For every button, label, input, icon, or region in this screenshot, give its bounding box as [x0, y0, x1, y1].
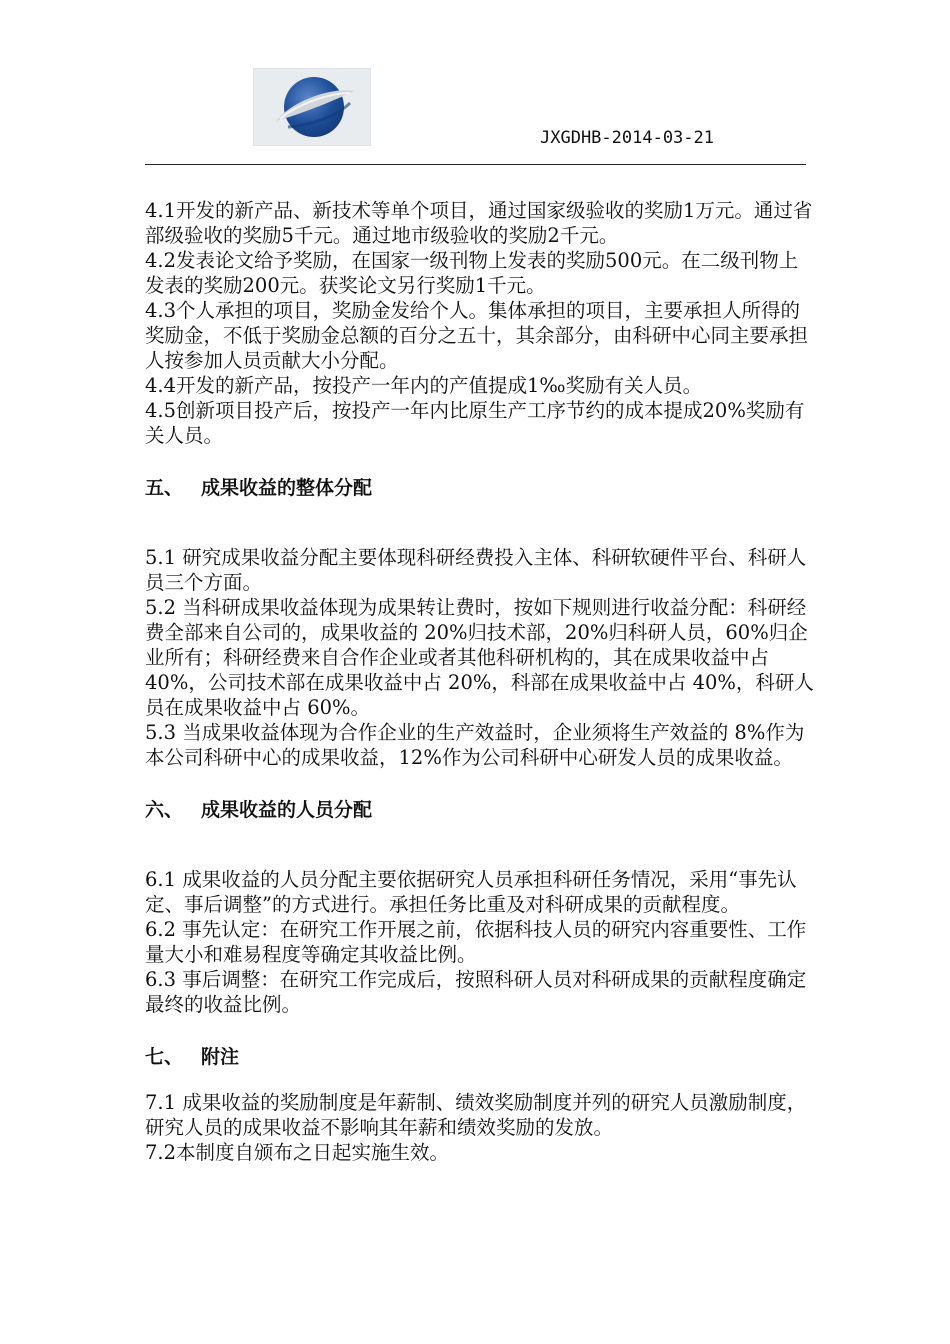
section-heading — [145, 476, 815, 501]
list-item: 4.4开发的新产品，按投产一年内的产值提成1‰奖励有关人员。 — [145, 374, 703, 397]
document-code: JXGDHB-2014-03-21 — [540, 128, 714, 148]
section-number: 六、 — [145, 799, 184, 821]
section-heading — [145, 1045, 815, 1070]
globe-logo-icon — [254, 69, 370, 145]
section-5-list — [145, 545, 815, 770]
document-body — [145, 198, 815, 1165]
section-title: 成果收益的人员分配 — [201, 799, 373, 821]
list-item: 7.1 成果收益的奖励制度是年薪制、绩效奖励制度并列的研究人员激励制度，研究人员的成果收益不影响其年薪和绩效奖励的发放。 — [145, 1091, 807, 1139]
list-item: 4.3个人承担的项目，奖励金发给个人。集体承担的项目，主要承担人所得的奖励金，不低于奖励金总额的百分之五十，其余部分，由科研中心同主要承担人按参加人员贡献大小分配。 — [145, 299, 809, 372]
section-title: 成果收益的整体分配 — [201, 477, 373, 499]
list-item: 7.2本制度自颁布之日起实施生效。 — [145, 1141, 450, 1164]
section-number: 五、 — [145, 477, 184, 499]
section-heading — [145, 798, 815, 823]
list-item: 4.1开发的新产品、新技术等单个项目，通过国家级验收的奖励1万元。通过省部级验收的奖励5千元。通过地市级验收的奖励2千元。 — [145, 199, 813, 247]
list-item: 6.2 事先认定：在研究工作开展之前，依据科技人员的研究内容重要性、工作量大小和难易程度等确定其收益比例。 — [145, 918, 807, 966]
header-divider — [145, 164, 806, 165]
list-item: 6.1 成果收益的人员分配主要依据研究人员承担科研任务情况，采用“事先认定、事后调整”的方式进行。承担任务比重及对科研成果的贡献程度。 — [145, 868, 797, 916]
list-item: 6.3 事后调整：在研究工作完成后，按照科研人员对科研成果的贡献程度确定最终的收益比例。 — [145, 968, 807, 1016]
company-logo — [253, 68, 371, 146]
section-7-list — [145, 1090, 815, 1165]
section-6-list — [145, 867, 815, 1017]
list-item: 5.2 当科研成果收益体现为成果转让费时，按如下规则进行收益分配：科研经费全部来自公司的，成果收益的 20%归技术部，20%归科研人员，60%归企业所有；科研经费来自合作企业或者其他科研机构的，其在成果收益中占 40%，公司技术部在成果收益中占 20%，科部在成果收益中占 40%，科研人员在成果收益中占 60%。 — [145, 596, 814, 719]
section-number: 七、 — [145, 1046, 184, 1068]
list-item: 4.2发表论文给予奖励，在国家一级刊物上发表的奖励500元。在二级刊物上发表的奖励200元。获奖论文另行奖励1千元。 — [145, 249, 799, 297]
list-item: 5.1 研究成果收益分配主要体现科研经费投入主体、科研软硬件平台、科研人员三个方面。 — [145, 546, 807, 594]
list-item: 4.5创新项目投产后，按投产一年内比原生产工序节约的成本提成20%奖励有关人员。 — [145, 399, 805, 447]
section-4-list — [145, 198, 815, 448]
section-title: 附注 — [201, 1046, 240, 1068]
list-item: 5.3 当成果收益体现为合作企业的生产效益时，企业须将生产效益的 8%作为本公司科研中心的成果收益，12%作为公司科研中心研发人员的成果收益。 — [145, 721, 805, 769]
